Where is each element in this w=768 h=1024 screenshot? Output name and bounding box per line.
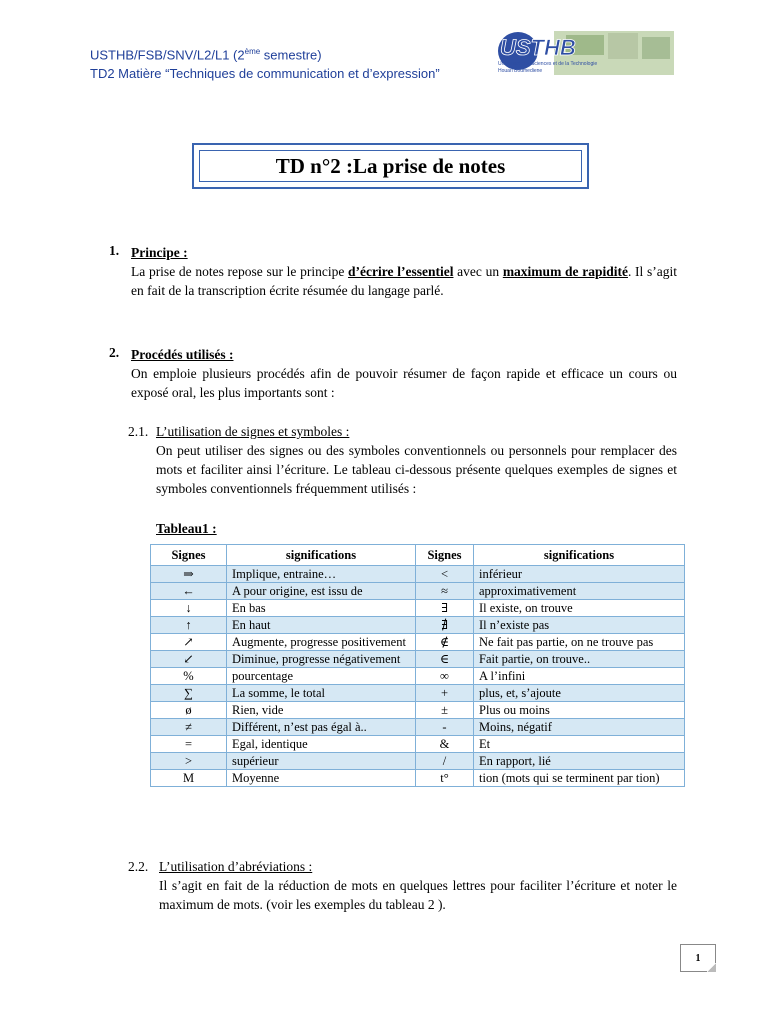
meaning-cell: Diminue, progresse négativement <box>227 651 416 668</box>
meaning-cell: Egal, identique <box>227 736 416 753</box>
meaning-cell: En rapport, lié <box>474 753 685 770</box>
sign-cell: = <box>151 736 227 753</box>
svg-text:Houari Boumediene: Houari Boumediene <box>498 68 543 74</box>
meaning-cell: La somme, le total <box>227 685 416 702</box>
section-2 <box>131 345 677 402</box>
sign-cell: > <box>151 753 227 770</box>
sign-cell: ∞ <box>416 668 474 685</box>
section-2-1-text: On peut utiliser des signes ou des symboles conventionnels ou personnels pour remplacer des mots et faciliter ainsi l’écriture. Le tableau ci-dessous présente quelques exemples de signes et symboles conventionnels fréquemment utilisés : <box>156 443 677 496</box>
sign-cell: ≈ <box>416 583 474 600</box>
table-row <box>151 685 685 702</box>
meaning-cell: Moins, négatif <box>474 719 685 736</box>
sign-cell: + <box>416 685 474 702</box>
usthb-logo <box>496 29 676 80</box>
meaning-cell: Plus ou moins <box>474 702 685 719</box>
meaning-cell: A pour origine, est issu de <box>227 583 416 600</box>
table-row <box>151 617 685 634</box>
section-2-1-heading: L’utilisation de signes et symboles : <box>156 424 350 439</box>
section-1 <box>131 243 677 300</box>
meaning-cell: Implique, entraine… <box>227 566 416 583</box>
meaning-cell: Fait partie, on trouve.. <box>474 651 685 668</box>
page-number: 1 <box>680 944 716 972</box>
sign-cell: & <box>416 736 474 753</box>
symbols-table <box>150 544 685 787</box>
column-header: significations <box>227 545 416 566</box>
table-row <box>151 753 685 770</box>
sign-cell: ⇒ <box>151 566 227 583</box>
table-row <box>151 702 685 719</box>
meaning-cell: approximativement <box>474 583 685 600</box>
title-box <box>192 143 589 189</box>
section-2-heading: Procédés utilisés : <box>131 347 234 362</box>
sign-cell: ∃ <box>416 600 474 617</box>
sign-cell: ≠ <box>151 719 227 736</box>
sign-cell: < <box>416 566 474 583</box>
emphasis-rapidite: maximum de rapidité <box>502 264 628 279</box>
table-row <box>151 668 685 685</box>
sign-cell: ∉ <box>416 634 474 651</box>
section-2-2-text: Il s’agit en fait de la réduction de mots en quelques lettres pour faciliter l’écriture et noter le maximum de mots. (voir les exemples du tableau 2 ). <box>159 878 677 912</box>
meaning-cell: pourcentage <box>227 668 416 685</box>
meaning-cell: En haut <box>227 617 416 634</box>
svg-text:Université des Sciences et de: Université des Sciences et de la Technologie <box>498 61 598 67</box>
column-header: Signes <box>416 545 474 566</box>
header-line-2: TD2 Matière “Techniques de communication et d’expression” <box>90 66 440 82</box>
page-title: TD n°2 :La prise de notes <box>199 150 582 182</box>
meaning-cell: supérieur <box>227 753 416 770</box>
sign-cell: M <box>151 770 227 787</box>
header-line-1: USTHB/FSB/SNV/L2/L1 (2ème semestre) <box>90 47 322 63</box>
sign-cell: ↑ <box>151 617 227 634</box>
svg-text:USTHB: USTHB <box>500 35 576 60</box>
meaning-cell: A l’infini <box>474 668 685 685</box>
table-row <box>151 736 685 753</box>
emphasis-essentiel: d’écrire l’essentiel <box>348 264 454 279</box>
sign-cell: - <box>416 719 474 736</box>
sign-cell: ∄ <box>416 617 474 634</box>
section-2-text: On emploie plusieurs procédés afin de pouvoir résumer de façon rapide et efficace un cours ou exposé oral, les plus importants sont : <box>131 366 677 400</box>
section-2-2-heading: L’utilisation d’abréviations : <box>159 859 313 874</box>
meaning-cell: Et <box>474 736 685 753</box>
meaning-cell: En bas <box>227 600 416 617</box>
meaning-cell: inférieur <box>474 566 685 583</box>
section-2-1-number: 2.1. <box>128 424 149 439</box>
table-row <box>151 651 685 668</box>
meaning-cell: tion (mots qui se terminent par tion) <box>474 770 685 787</box>
section-1-heading: Principe : <box>131 245 188 260</box>
section-1-number: 1. <box>109 243 120 258</box>
table-row <box>151 600 685 617</box>
sign-cell: ↗ <box>151 634 227 651</box>
meaning-cell: Il n’existe pas <box>474 617 685 634</box>
sign-cell: % <box>151 668 227 685</box>
table-row <box>151 770 685 787</box>
table-row <box>151 719 685 736</box>
sign-cell: / <box>416 753 474 770</box>
table-row <box>151 634 685 651</box>
meaning-cell: Il existe, on trouve <box>474 600 685 617</box>
section-2-1 <box>156 422 677 498</box>
column-header: significations <box>474 545 685 566</box>
meaning-cell: Moyenne <box>227 770 416 787</box>
meaning-cell: Rien, vide <box>227 702 416 719</box>
meaning-cell: Différent, n’est pas égal à.. <box>227 719 416 736</box>
sign-cell: ∈ <box>416 651 474 668</box>
page-fold-icon <box>707 963 716 972</box>
section-2-2 <box>159 857 677 914</box>
section-2-number: 2. <box>109 345 120 360</box>
table-row <box>151 583 685 600</box>
sign-cell: ↓ <box>151 600 227 617</box>
table-header-row <box>151 545 685 566</box>
meaning-cell: Augmente, progresse positivement <box>227 634 416 651</box>
sign-cell: ∑ <box>151 685 227 702</box>
sign-cell: ± <box>416 702 474 719</box>
table-caption: Tableau1 : <box>156 521 217 536</box>
section-2-2-number: 2.2. <box>128 859 149 874</box>
column-header: Signes <box>151 545 227 566</box>
sign-cell: ↙ <box>151 651 227 668</box>
page-header <box>90 42 440 83</box>
meaning-cell: plus, et, s’ajoute <box>474 685 685 702</box>
sign-cell: ø <box>151 702 227 719</box>
section-1-text: La prise de notes repose sur le principe d’écrire l’essentiel avec un maximum de rapidité. Il s’agit en fait de la transcription écrite résumée du langage parlé. <box>131 264 677 298</box>
sign-cell: ← <box>151 583 227 600</box>
table-row <box>151 566 685 583</box>
sign-cell: t° <box>416 770 474 787</box>
meaning-cell: Ne fait pas partie, on ne trouve pas <box>474 634 685 651</box>
